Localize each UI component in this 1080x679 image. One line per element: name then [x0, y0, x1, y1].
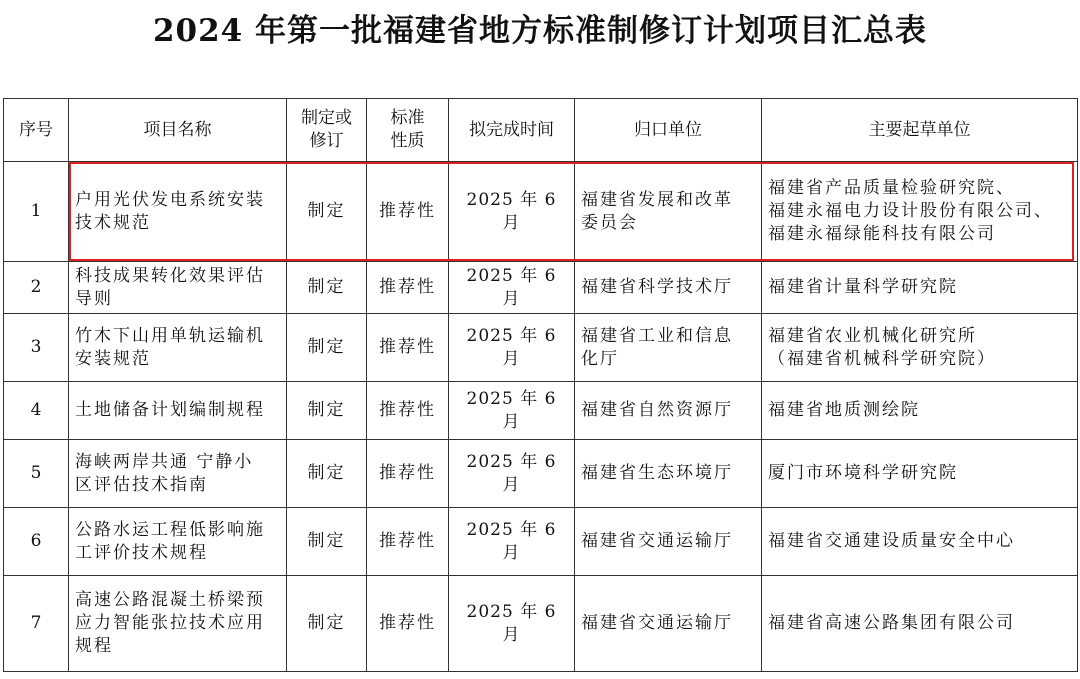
cell-responsible-unit-line: 委员会 [581, 212, 638, 233]
cell-project-name-line: 工评价技术规程 [75, 542, 208, 563]
cell-project-name-line: 导则 [75, 288, 113, 309]
cell-nature: 推荐性 [367, 508, 449, 576]
cell-responsible-unit [575, 314, 762, 382]
cell-index: 3 [4, 314, 69, 382]
cell-type: 制定 [287, 440, 367, 508]
cell-project-name-line: 规程 [75, 636, 113, 656]
header-responsible-unit: 归口单位 [575, 99, 762, 162]
cell-responsible-unit [575, 508, 762, 576]
cell-project-name-line: 安装规范 [75, 348, 151, 369]
table-row [4, 162, 1078, 262]
cell-drafting-unit [762, 576, 1078, 672]
header-nature: 标准 性质 [367, 99, 449, 162]
cell-responsible-unit-line: 福建省科学技术厅 [581, 277, 733, 297]
cell-drafting-unit [762, 162, 1078, 262]
cell-nature: 推荐性 [367, 382, 449, 440]
cell-type: 制定 [287, 508, 367, 576]
cell-project-name [69, 314, 287, 382]
cell-project-name-line: 高速公路混凝土桥梁预 [75, 590, 265, 610]
cell-completion-time: 2025 年 6 月 [449, 262, 575, 314]
cell-responsible-unit-line: 福建省生态环境厅 [581, 463, 733, 483]
cell-responsible-unit [575, 162, 762, 262]
cell-project-name [69, 382, 287, 440]
table-row [4, 576, 1078, 672]
table-row [4, 262, 1078, 314]
cell-responsible-unit [575, 382, 762, 440]
cell-project-name-line: 区评估技术指南 [75, 474, 208, 495]
cell-type: 制定 [287, 382, 367, 440]
cell-completion-time: 2025 年 6 月 [449, 162, 575, 262]
cell-project-name [69, 576, 287, 672]
cell-drafting-unit [762, 382, 1078, 440]
cell-index: 4 [4, 382, 69, 440]
cell-drafting-unit-line: 福建省农业机械化研究所 [768, 325, 977, 346]
cell-completion-time: 2025 年 6 月 [449, 576, 575, 672]
cell-index: 7 [4, 576, 69, 672]
cell-completion-time: 2025 年 6 月 [449, 508, 575, 576]
cell-responsible-unit-line: 福建省自然资源厅 [581, 400, 733, 420]
header-type: 制定或 修订 [287, 99, 367, 162]
cell-drafting-unit-line: 福建省地质测绘院 [768, 400, 920, 420]
cell-drafting-unit [762, 508, 1078, 576]
cell-index: 2 [4, 262, 69, 314]
cell-drafting-unit-line: 福建省交通建设质量安全中心 [768, 531, 1015, 551]
cell-drafting-unit-line: 福建永福电力设计股份有限公司、 [768, 201, 1053, 221]
cell-type: 制定 [287, 314, 367, 382]
cell-responsible-unit-line: 化厅 [581, 348, 619, 369]
cell-nature: 推荐性 [367, 314, 449, 382]
cell-drafting-unit-line: 福建永福绿能科技有限公司 [768, 224, 996, 244]
cell-index: 1 [4, 162, 69, 262]
cell-project-name-line: 竹木下山用单轨运输机 [75, 325, 265, 346]
cell-drafting-unit [762, 440, 1078, 508]
cell-drafting-unit-line: 福建省计量科学研究院 [768, 277, 958, 297]
cell-project-name-line: 海峡两岸共通 宁静小 [75, 451, 254, 472]
cell-project-name [69, 262, 287, 314]
table-row [4, 440, 1078, 508]
cell-responsible-unit [575, 440, 762, 508]
cell-responsible-unit [575, 262, 762, 314]
cell-project-name-line: 科技成果转化效果评估 [75, 265, 265, 286]
cell-project-name-line: 户用光伏发电系统安装 [75, 189, 265, 210]
table-row [4, 382, 1078, 440]
cell-project-name [69, 508, 287, 576]
table-row [4, 508, 1078, 576]
cell-project-name-line: 技术规范 [75, 212, 151, 233]
cell-nature: 推荐性 [367, 262, 449, 314]
cell-type: 制定 [287, 262, 367, 314]
cell-responsible-unit-line: 福建省发展和改革 [581, 189, 733, 210]
cell-project-name-line: 公路水运工程低影响施 [75, 519, 265, 540]
header-drafting-unit: 主要起草单位 [762, 99, 1078, 162]
cell-nature: 推荐性 [367, 440, 449, 508]
cell-index: 5 [4, 440, 69, 508]
cell-responsible-unit [575, 576, 762, 672]
cell-nature: 推荐性 [367, 162, 449, 262]
cell-project-name [69, 440, 287, 508]
cell-drafting-unit [762, 314, 1078, 382]
cell-project-name [69, 162, 287, 262]
cell-drafting-unit-line: 厦门市环境科学研究院 [768, 463, 958, 483]
cell-drafting-unit-line: 福建省高速公路集团有限公司 [768, 613, 1015, 633]
header-completion-time: 拟完成时间 [449, 99, 575, 162]
document-title: 2024 年第一批福建省地方标准制修订计划项目汇总表 [152, 13, 928, 49]
cell-completion-time: 2025 年 6 月 [449, 314, 575, 382]
header-index: 序号 [4, 99, 69, 162]
cell-completion-time: 2025 年 6 月 [449, 382, 575, 440]
cell-drafting-unit-line: （福建省机械科学研究院） [768, 348, 996, 369]
table-row [4, 314, 1078, 382]
cell-nature: 推荐性 [367, 576, 449, 672]
cell-type: 制定 [287, 576, 367, 672]
cell-responsible-unit-line: 福建省交通运输厅 [581, 613, 733, 633]
cell-index: 6 [4, 508, 69, 576]
project-summary-table [3, 98, 1078, 672]
cell-drafting-unit-line: 福建省产品质量检验研究院、 [768, 178, 1015, 198]
cell-type: 制定 [287, 162, 367, 262]
table-header-row [4, 99, 1078, 162]
cell-responsible-unit-line: 福建省工业和信息 [581, 325, 733, 346]
cell-drafting-unit [762, 262, 1078, 314]
cell-completion-time: 2025 年 6 月 [449, 440, 575, 508]
header-project-name: 项目名称 [69, 99, 287, 162]
cell-project-name-line: 土地储备计划编制规程 [75, 400, 265, 420]
cell-project-name-line: 应力智能张拉技术应用 [75, 613, 265, 633]
cell-responsible-unit-line: 福建省交通运输厅 [581, 531, 733, 551]
